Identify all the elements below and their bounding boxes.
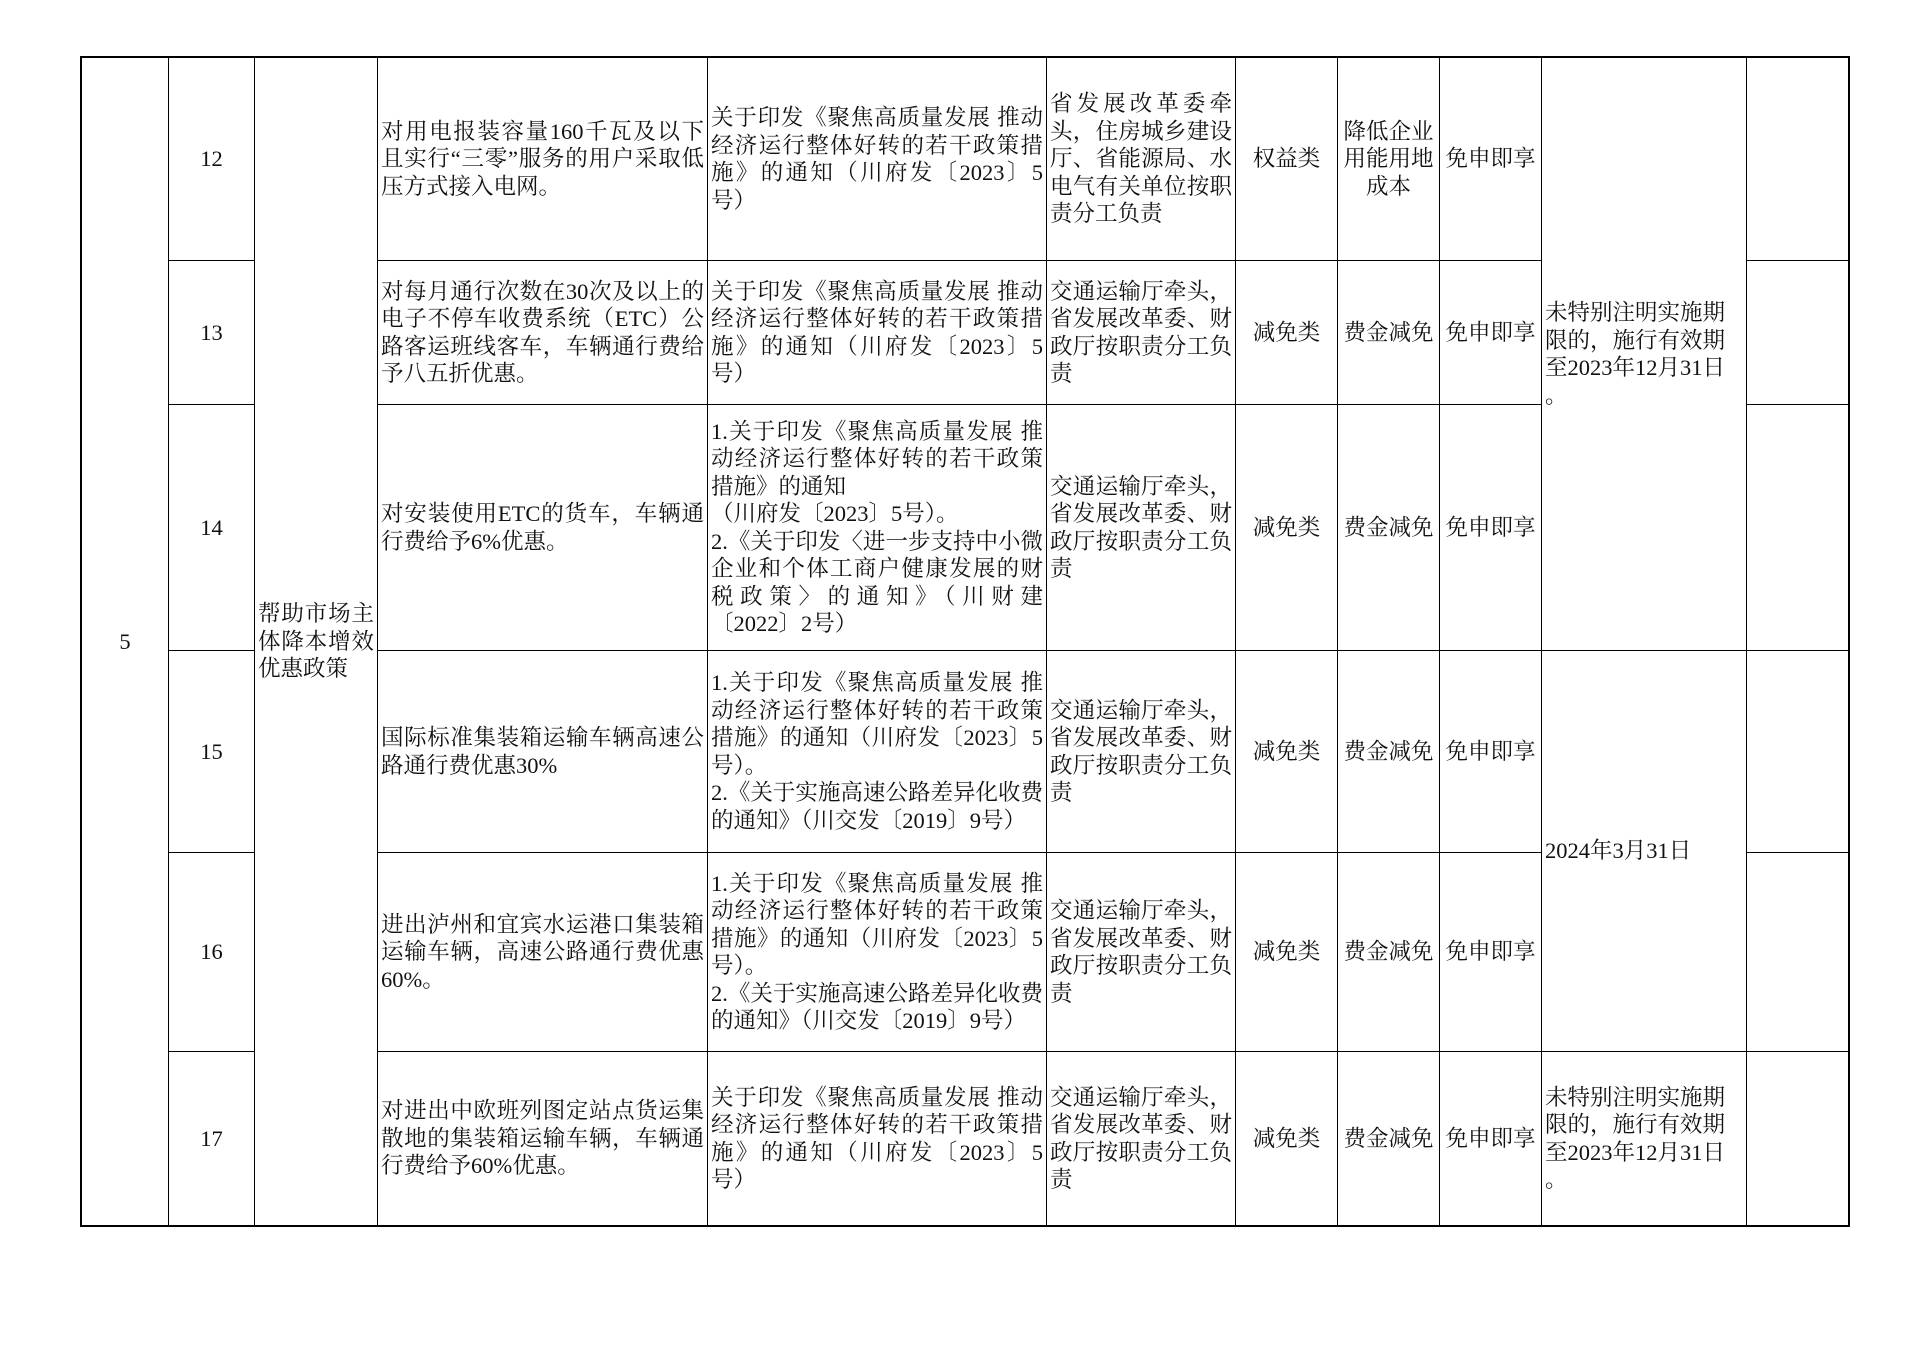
policy-type: 减免类: [1236, 405, 1338, 651]
validity-period: 2024年3月31日: [1542, 651, 1747, 1052]
responsible-departments: 交通运输厅牵头，省发展改革委、财政厅按职责分工负责: [1047, 1052, 1236, 1226]
empty-column-cell: [1747, 651, 1849, 853]
policy-table: [82, 58, 1849, 1226]
policy-subtype: 费金减免: [1338, 651, 1440, 853]
policy-type: 减免类: [1236, 261, 1338, 405]
policy-type: 减免类: [1236, 1052, 1338, 1226]
group-number-cell: [82, 58, 169, 1226]
policy-type: 减免类: [1236, 853, 1338, 1052]
policy-content: 对进出中欧班列图定站点货运集散地的集装箱运输车辆，车辆通行费给予60%优惠。: [378, 1052, 708, 1226]
policy-type: 减免类: [1236, 651, 1338, 853]
responsible-departments: 交通运输厅牵头，省发展改革委、财政厅按职责分工负责: [1047, 651, 1236, 853]
row-number: 15: [169, 651, 255, 853]
policy-basis: 关于印发《聚焦高质量发展 推动经济运行整体好转的若干政策措施》的通知（川府发〔2023〕5号）: [708, 1052, 1047, 1226]
application-mode: 免申即享: [1440, 1052, 1542, 1226]
validity-period: 未特别注明实施期限的，施行有效期至2023年12月31日。: [1542, 1052, 1747, 1226]
policy-subtype: 费金减免: [1338, 405, 1440, 651]
empty-column-cell: [1747, 261, 1849, 405]
application-mode: 免申即享: [1440, 651, 1542, 853]
policy-basis: 1.关于印发《聚焦高质量发展 推动经济运行整体好转的若干政策措施》的通知（川府发〔2023〕5号）。 2.《关于实施高速公路差异化收费的通知》（川交发〔2019〕9号）: [708, 651, 1047, 853]
row-number: 16: [169, 853, 255, 1052]
validity-period: 未特别注明实施期限的，施行有效期至2023年12月31日。: [1542, 58, 1747, 651]
responsible-departments: 交通运输厅牵头，省发展改革委、财政厅按职责分工负责: [1047, 853, 1236, 1052]
empty-column-cell: [1747, 1052, 1849, 1226]
policy-basis: 1.关于印发《聚焦高质量发展 推动经济运行整体好转的若干政策措施》的通知 （川府发〔2023〕5号）。 2.《关于印发〈进一步支持中小微企业和个体工商户健康发展的财税政策〉的通知》（川财建〔2022〕2号）: [708, 405, 1047, 651]
empty-column-cell: [1747, 58, 1849, 261]
policy-content: 进出泸州和宜宾水运港口集装箱运输车辆，高速公路通行费优惠60%。: [378, 853, 708, 1052]
policy-subtype: 费金减免: [1338, 261, 1440, 405]
policy-content: 对用电报装容量160千瓦及以下且实行“三零”服务的用户采取低压方式接入电网。: [378, 58, 708, 261]
row-number: 13: [169, 261, 255, 405]
row-number: 14: [169, 405, 255, 651]
responsible-departments: 省发展改革委牵头，住房城乡建设厅、省能源局、水电气有关单位按职责分工负责: [1047, 58, 1236, 261]
row-number: 17: [169, 1052, 255, 1226]
application-mode: 免申即享: [1440, 58, 1542, 261]
application-mode: 免申即享: [1440, 261, 1542, 405]
policy-basis: 关于印发《聚焦高质量发展 推动经济运行整体好转的若干政策措施》的通知（川府发〔2023〕5号）: [708, 261, 1047, 405]
category-label: 帮助市场主体降本增效优惠政策: [258, 601, 374, 682]
empty-column-cell: [1747, 853, 1849, 1052]
responsible-departments: 交通运输厅牵头，省发展改革委、财政厅按职责分工负责: [1047, 405, 1236, 651]
policy-content: 国际标准集装箱运输车辆高速公路通行费优惠30%: [378, 651, 708, 853]
responsible-departments: 交通运输厅牵头，省发展改革委、财政厅按职责分工负责: [1047, 261, 1236, 405]
policy-content: 对每月通行次数在30次及以上的电子不停车收费系统（ETC）公路客运班线客车，车辆通行费给予八五折优惠。: [378, 261, 708, 405]
policy-subtype: 费金减免: [1338, 1052, 1440, 1226]
policy-basis: 关于印发《聚焦高质量发展 推动经济运行整体好转的若干政策措施》的通知（川府发〔2023〕5号）: [708, 58, 1047, 261]
policy-subtype: 费金减免: [1338, 853, 1440, 1052]
policy-subtype: 降低企业用能用地成本: [1338, 58, 1440, 261]
empty-column-cell: [1747, 405, 1849, 651]
category-cell: [255, 58, 378, 1226]
application-mode: 免申即享: [1440, 853, 1542, 1052]
policy-type: 权益类: [1236, 58, 1338, 261]
row-number: 12: [169, 58, 255, 261]
policy-content: 对安装使用ETC的货车，车辆通行费给予6%优惠。: [378, 405, 708, 651]
application-mode: 免申即享: [1440, 405, 1542, 651]
policy-basis: 1.关于印发《聚焦高质量发展 推动经济运行整体好转的若干政策措施》的通知（川府发〔2023〕5号）。 2.《关于实施高速公路差异化收费的通知》（川交发〔2019〕9号）: [708, 853, 1047, 1052]
group-number: 5: [119, 628, 131, 654]
